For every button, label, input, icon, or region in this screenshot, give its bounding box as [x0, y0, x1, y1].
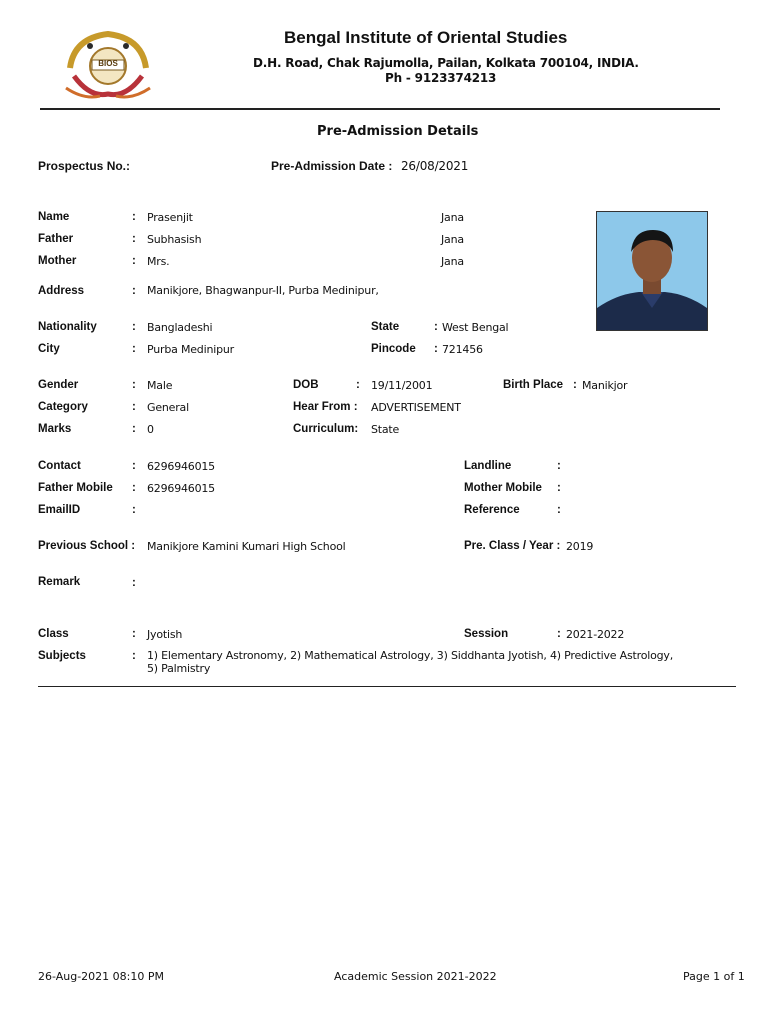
- contact-label: Contact: [38, 460, 81, 472]
- contact-value: 6296946015: [147, 460, 215, 473]
- dob-value: 19/11/2001: [371, 379, 433, 392]
- reference-label: Reference: [464, 504, 520, 516]
- reference-colon: :: [557, 504, 561, 516]
- logo-text: BIOS: [98, 59, 118, 68]
- prospectus-label: Prospectus No.:: [38, 159, 131, 173]
- gender-value: Male: [147, 379, 173, 392]
- pincode-colon: :: [434, 343, 438, 355]
- previous-school-value: Manikjore Kamini Kumari High School: [147, 540, 346, 553]
- hear-from-label: Hear From :: [293, 401, 358, 413]
- session-colon: :: [557, 628, 561, 640]
- gender-label: Gender: [38, 379, 79, 391]
- father-first: Subhasish: [147, 233, 202, 246]
- institute-logo: [60, 28, 156, 102]
- landline-label: Landline: [464, 460, 512, 472]
- marks-label: Marks: [38, 423, 72, 435]
- remark-label: Remark: [38, 576, 81, 588]
- institute-name: Bengal Institute of Oriental Studies: [284, 28, 568, 47]
- footer-timestamp: 26-Aug-2021 08:10 PM: [38, 970, 164, 983]
- pincode-value: 721456: [442, 343, 483, 356]
- mother-mobile-colon: :: [557, 482, 561, 494]
- nationality-colon: :: [132, 321, 136, 333]
- address-colon: :: [132, 285, 136, 297]
- category-colon: :: [132, 401, 136, 413]
- address-value: Manikjore, Bhagwanpur-II, Purba Medinipur,: [147, 284, 379, 297]
- gender-colon: :: [132, 379, 136, 391]
- email-label: EmailID: [38, 504, 81, 516]
- city-colon: :: [132, 343, 136, 355]
- father-colon: :: [132, 233, 136, 245]
- pre-admission-date-value: 26/08/2021: [401, 159, 469, 173]
- landline-colon: :: [557, 460, 561, 472]
- father-label: Father: [38, 233, 74, 245]
- mother-last: Jana: [441, 255, 464, 268]
- pincode-label: Pincode: [371, 343, 416, 355]
- email-colon: :: [132, 504, 136, 516]
- session-value: 2021-2022: [566, 628, 625, 641]
- nationality-value: Bangladeshi: [147, 321, 213, 334]
- state-value: West Bengal: [442, 321, 509, 334]
- pre-class-year-value: 2019: [566, 540, 594, 553]
- marks-colon: :: [132, 423, 136, 435]
- mother-colon: :: [132, 255, 136, 267]
- mother-first: Mrs.: [147, 255, 170, 268]
- dob-colon: :: [356, 379, 360, 391]
- address-label: Address: [38, 285, 85, 297]
- class-label: Class: [38, 628, 69, 640]
- birth-place-value: Manikjor: [582, 379, 628, 392]
- birth-place-colon: :: [573, 379, 577, 391]
- institute-address: D.H. Road, Chak Rajumolla, Pailan, Kolkata 700104, INDIA.: [253, 56, 639, 70]
- category-label: Category: [38, 401, 88, 413]
- name-last: Jana: [441, 211, 464, 224]
- marks-value: 0: [147, 423, 154, 436]
- city-label: City: [38, 343, 60, 355]
- mother-label: Mother: [38, 255, 77, 267]
- footer-session: Academic Session 2021-2022: [334, 970, 497, 983]
- class-value: Jyotish: [147, 628, 183, 641]
- state-label: State: [371, 321, 400, 333]
- name-first: Prasenjit: [147, 211, 193, 224]
- nationality-label: Nationality: [38, 321, 97, 333]
- subjects-colon: :: [132, 650, 136, 662]
- name-label: Name: [38, 211, 70, 223]
- city-value: Purba Medinipur: [147, 343, 234, 356]
- contact-colon: :: [132, 460, 136, 472]
- previous-school-label: Previous School :: [38, 540, 136, 552]
- subjects-value: 1) Elementary Astronomy, 2) Mathematical Astrology, 3) Siddhanta Jyotish, 4) Predictive Astrology, 5) Palmistry: [147, 649, 674, 675]
- birth-place-label: Birth Place: [503, 379, 564, 391]
- father-mobile-colon: :: [132, 482, 136, 494]
- document-title: Pre-Admission Details: [317, 124, 479, 139]
- father-mobile-value: 6296946015: [147, 482, 215, 495]
- mother-mobile-label: Mother Mobile: [464, 482, 542, 494]
- name-colon: :: [132, 211, 136, 223]
- remark-colon: :: [132, 577, 136, 589]
- father-last: Jana: [441, 233, 464, 246]
- curriculum-label: Curriculum:: [293, 423, 359, 435]
- curriculum-value: State: [371, 423, 400, 436]
- category-value: General: [147, 401, 189, 414]
- class-colon: :: [132, 628, 136, 640]
- footer-page-number: Page 1 of 1: [683, 970, 745, 983]
- subjects-label: Subjects: [38, 650, 86, 662]
- pre-class-year-label: Pre. Class / Year :: [464, 540, 561, 552]
- dob-label: DOB: [293, 379, 319, 391]
- father-mobile-label: Father Mobile: [38, 482, 113, 494]
- state-colon: :: [434, 321, 438, 333]
- pre-admission-date-label: Pre-Admission Date :: [271, 159, 393, 173]
- header-divider: [40, 108, 720, 110]
- content-divider: [38, 686, 736, 687]
- applicant-photo: [596, 211, 708, 331]
- hear-from-value: ADVERTISEMENT: [371, 401, 461, 414]
- session-label: Session: [464, 628, 509, 640]
- institute-phone: Ph - 9123374213: [385, 71, 497, 85]
